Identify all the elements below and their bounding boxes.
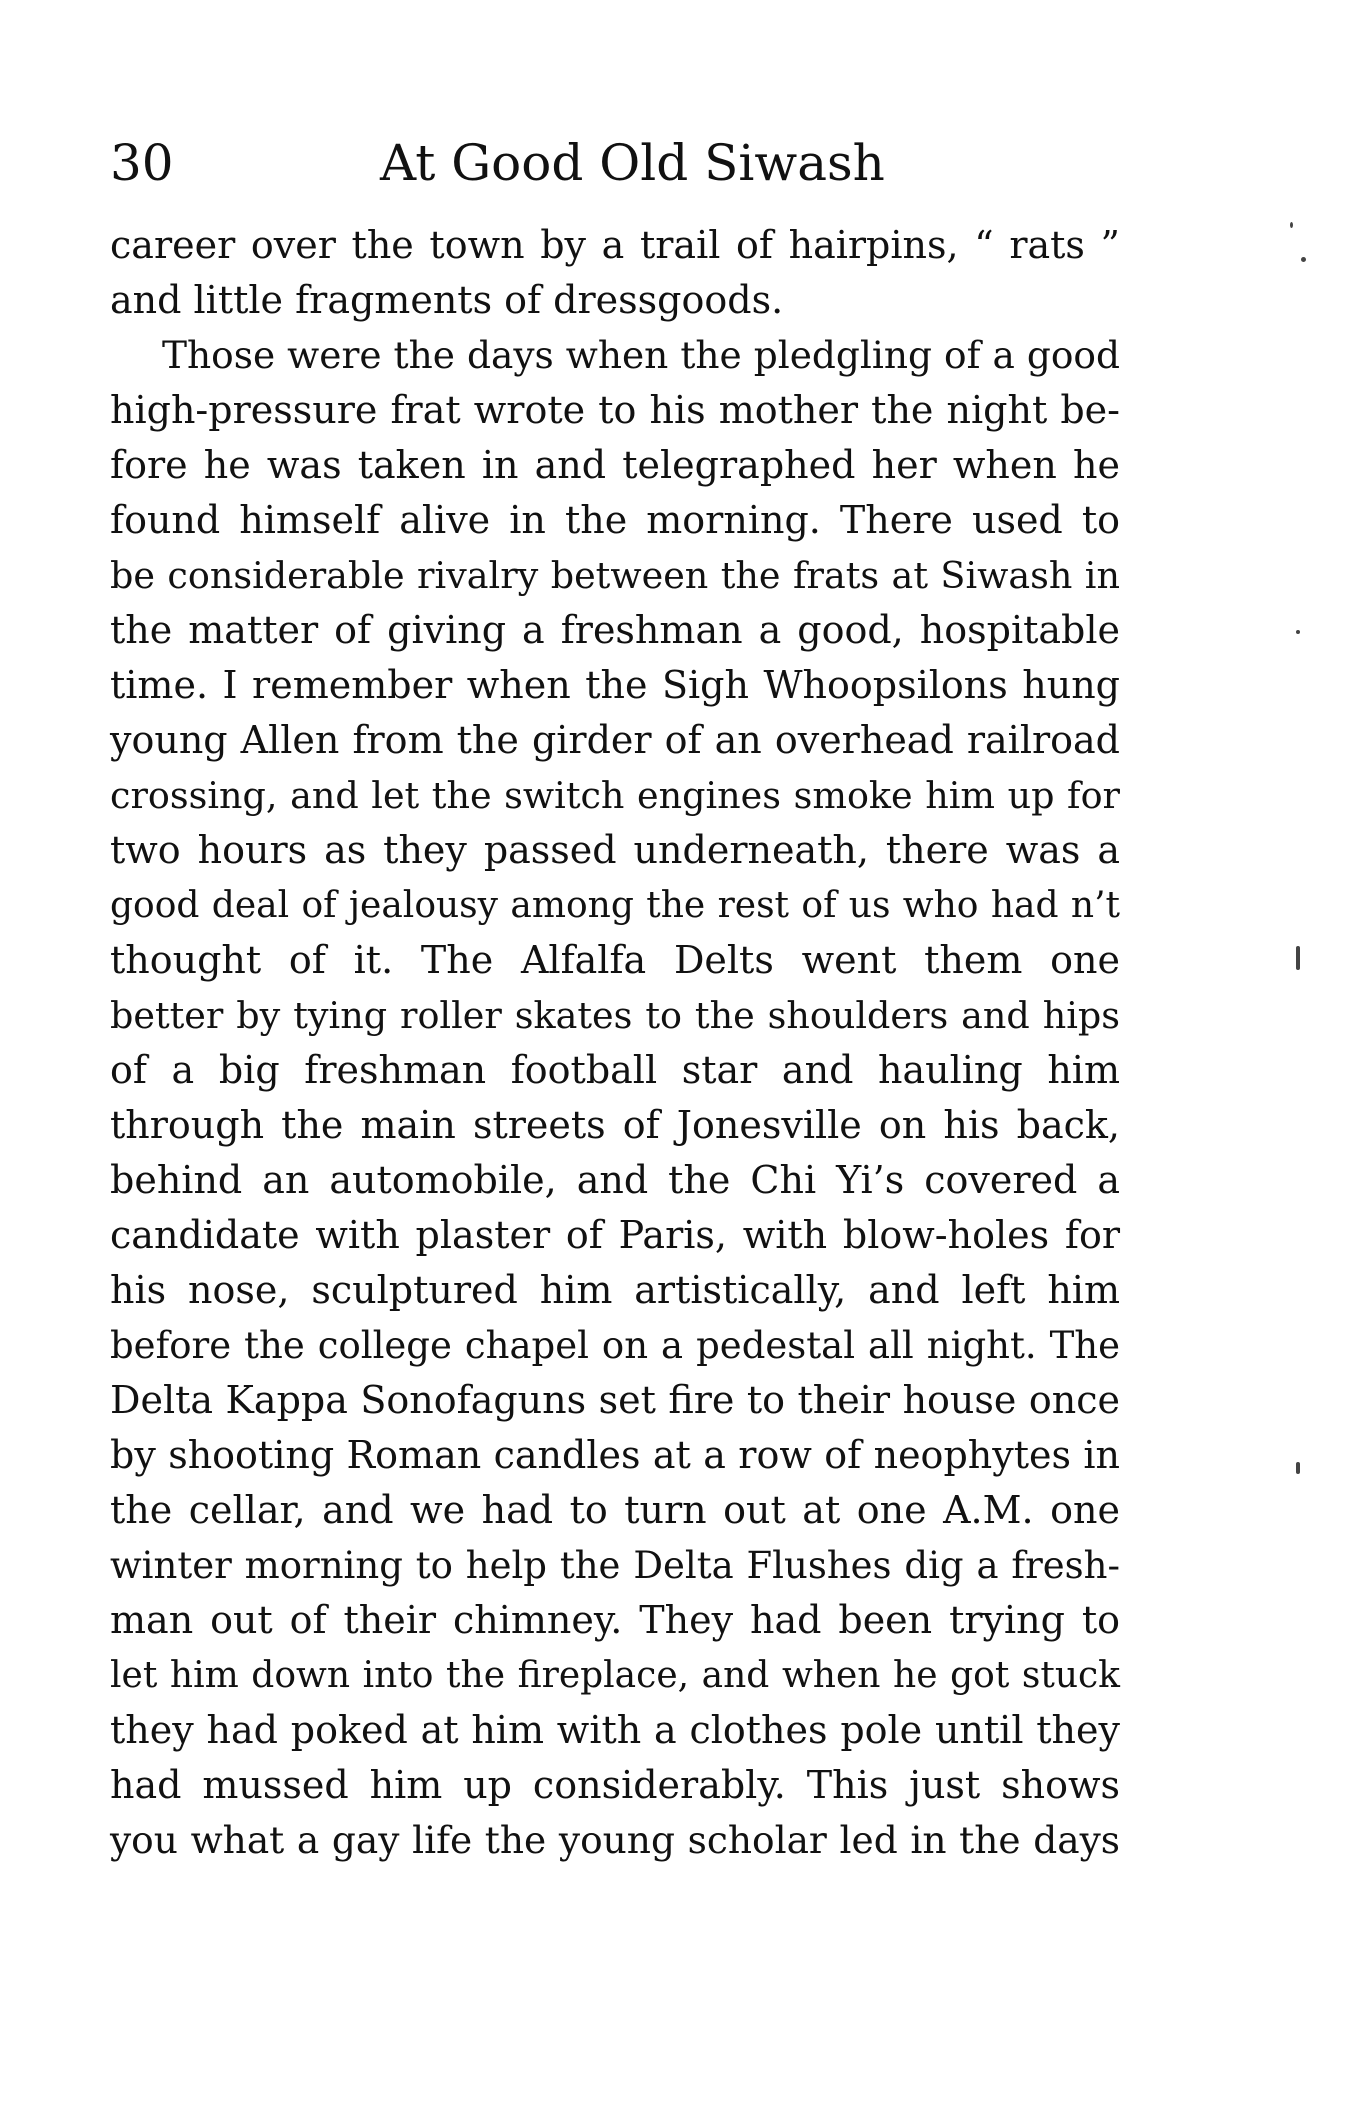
text-line: fore he was taken in and telegraphed her when he <box>110 443 1120 487</box>
text-line: let him down into the fireplace, and when he got stuck <box>110 1655 1120 1696</box>
text-line: and little fragments of dressgoods. <box>110 278 784 322</box>
text-line: they had poked at him with a clothes pole until they <box>110 1708 1120 1752</box>
text-line: young Allen from the girder of an overhead railroad <box>110 718 1120 762</box>
text-line: career over the town by a trail of hairpins, “ rats ” <box>110 223 1120 267</box>
text-line: high-pressure frat wrote to his mother the night be- <box>110 388 1120 432</box>
text-line: his nose, sculptured him artistically, and left him <box>110 1268 1120 1312</box>
text-line: better by tying roller skates to the shoulders and hips <box>110 994 1120 1037</box>
text-line: time. I remember when the Sigh Whoopsilons hung <box>110 663 1120 707</box>
text-line: before the college chapel on a pedestal all night. The <box>110 1324 1120 1367</box>
text-line: you what a gay life the young scholar led in the days <box>110 1818 1120 1862</box>
scan-speck <box>1301 257 1306 262</box>
body-text <box>110 218 1120 1868</box>
text-line: by shooting Roman candles at a row of neophytes in <box>110 1433 1120 1477</box>
text-line: Those were the days when the pledgling of a good <box>162 333 1120 377</box>
page-header <box>110 128 1120 198</box>
text-line: man out of their chimney. They had been trying to <box>110 1598 1120 1642</box>
scan-speck <box>1296 1462 1300 1474</box>
running-title: At Good Old Siwash <box>380 134 885 192</box>
page-number: 30 <box>110 134 174 192</box>
text-line: found himself alive in the morning. There used to <box>110 498 1120 542</box>
text-line: winter morning to help the Delta Flushes dig a fresh- <box>110 1544 1120 1587</box>
text-line: through the main streets of Jonesville on his back, <box>110 1103 1120 1147</box>
text-line: of a big freshman football star and hauling him <box>110 1048 1120 1092</box>
text-line: behind an automobile, and the Chi Yi’s covered a <box>110 1158 1120 1202</box>
text-line: Delta Kappa Sonofaguns set fire to their house once <box>110 1378 1120 1422</box>
scan-speck <box>1290 222 1293 228</box>
text-line: the cellar, and we had to turn out at one A.M. one <box>110 1488 1120 1532</box>
text-line: had mussed him up considerably. This just shows <box>110 1763 1120 1807</box>
text-line: crossing, and let the switch engines smoke him up for <box>110 774 1120 817</box>
scan-speck <box>1296 630 1300 634</box>
text-line: candidate with plaster of Paris, with blow-holes for <box>110 1213 1120 1257</box>
scan-speck <box>1296 946 1300 970</box>
text-line: the matter of giving a freshman a good, hospitable <box>110 608 1120 652</box>
text-line: thought of it. The Alfalfa Delts went them one <box>110 938 1120 982</box>
text-line: good deal of jealousy among the rest of us who had n’t <box>110 885 1120 926</box>
text-line: be considerable rivalry between the frats at Siwash in <box>110 554 1120 597</box>
text-line: two hours as they passed underneath, there was a <box>110 828 1120 872</box>
